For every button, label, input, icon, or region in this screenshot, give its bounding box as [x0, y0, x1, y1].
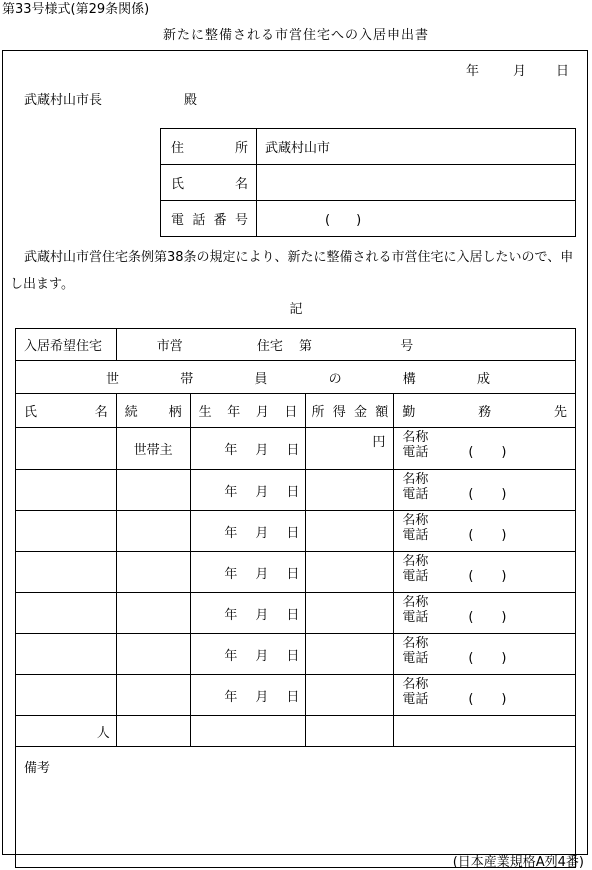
member-name-cell[interactable] [16, 470, 117, 511]
income-cell[interactable] [306, 634, 394, 675]
table-row [16, 675, 576, 716]
table-row [16, 428, 576, 470]
body-text: 武蔵村山市営住宅条例第38条の規定により、新たに整備される市営住宅に入居したいので、申し出ます。 [10, 250, 574, 292]
table-row [16, 511, 576, 552]
header-birth: 生 年 月 日 [190, 394, 306, 428]
relation-cell[interactable] [116, 552, 190, 593]
relation-cell[interactable] [116, 511, 190, 552]
member-name-cell[interactable] [16, 675, 117, 716]
birth-cell[interactable]: 年 月 日 [190, 675, 306, 716]
date-day: 日 [556, 64, 570, 79]
remarks-label: 備考 [24, 761, 51, 776]
relation-cell[interactable] [116, 470, 190, 511]
addressee-name: 武蔵村山市長 [24, 93, 103, 108]
income-cell[interactable] [306, 552, 394, 593]
birth-cell[interactable]: 年 月 日 [190, 634, 306, 675]
applicant-table [160, 128, 576, 237]
date-month: 月 [513, 64, 527, 79]
employer-cell[interactable]: 名称 電話 ( ) [394, 428, 576, 470]
relation-cell[interactable] [116, 675, 190, 716]
phone-label: 電 話 番 号 [161, 201, 257, 237]
income-cell[interactable] [306, 675, 394, 716]
birth-cell[interactable]: 年 月 日 [190, 428, 306, 470]
relation-cell[interactable]: 世帯主 [116, 428, 190, 470]
phone-field[interactable]: ( ) [257, 201, 576, 237]
footer-note: (日本産業規格A列4番) [452, 855, 584, 870]
household-table [15, 328, 576, 868]
birth-cell[interactable]: 年 月 日 [190, 470, 306, 511]
wish-field[interactable]: 市営 住宅 第 号 [116, 329, 575, 361]
income-cell[interactable] [306, 593, 394, 634]
header-relation: 続 柄 [116, 394, 190, 428]
employer-cell[interactable]: 名称 電話 ( ) [394, 634, 576, 675]
form-id: 第33号様式(第29条関係) [2, 2, 150, 17]
header-income: 所 得 金 額 [306, 394, 394, 428]
employer-cell[interactable]: 名称 電話 ( ) [394, 511, 576, 552]
table-row [16, 552, 576, 593]
name-field[interactable] [257, 165, 576, 201]
employer-cell[interactable]: 名称 電話 ( ) [394, 470, 576, 511]
date-year: 年 [466, 64, 480, 79]
composition-title: 世 帯 員 の 構 成 [16, 361, 576, 394]
table-row [16, 470, 576, 511]
income-cell[interactable]: 円 [306, 428, 394, 470]
member-name-cell[interactable] [16, 428, 117, 470]
total-employer-cell [394, 716, 576, 747]
employer-cell[interactable]: 名称 電話 ( ) [394, 552, 576, 593]
total-relation-cell [116, 716, 190, 747]
employer-cell[interactable]: 名称 電話 ( ) [394, 593, 576, 634]
member-name-cell[interactable] [16, 552, 117, 593]
member-name-cell[interactable] [16, 634, 117, 675]
birth-cell[interactable]: 年 月 日 [190, 552, 306, 593]
total-income-cell[interactable] [306, 716, 394, 747]
employer-cell[interactable]: 名称 電話 ( ) [394, 675, 576, 716]
income-cell[interactable] [306, 511, 394, 552]
wish-label: 入居希望住宅 [16, 329, 117, 361]
addressee-honorific: 殿 [184, 93, 198, 108]
total-birth-cell [190, 716, 306, 747]
income-cell[interactable] [306, 470, 394, 511]
member-name-cell[interactable] [16, 593, 117, 634]
document-title: 新たに整備される市営住宅への入居申出書 [162, 28, 429, 43]
address-label: 住 所 [161, 129, 257, 165]
relation-cell[interactable] [116, 634, 190, 675]
remarks-field[interactable] [16, 747, 576, 868]
member-name-cell[interactable] [16, 511, 117, 552]
total-row [16, 716, 576, 747]
name-label: 氏 名 [161, 165, 257, 201]
header-name: 氏 名 [16, 394, 117, 428]
birth-cell[interactable]: 年 月 日 [190, 593, 306, 634]
address-field[interactable]: 武蔵村山市 [257, 129, 576, 165]
ki-heading: 記 [289, 302, 303, 317]
relation-cell[interactable] [116, 593, 190, 634]
total-count-cell[interactable]: 人 [16, 716, 117, 747]
birth-cell[interactable]: 年 月 日 [190, 511, 306, 552]
table-row [16, 634, 576, 675]
header-employer: 勤 務 先 [394, 394, 576, 428]
table-row [16, 593, 576, 634]
